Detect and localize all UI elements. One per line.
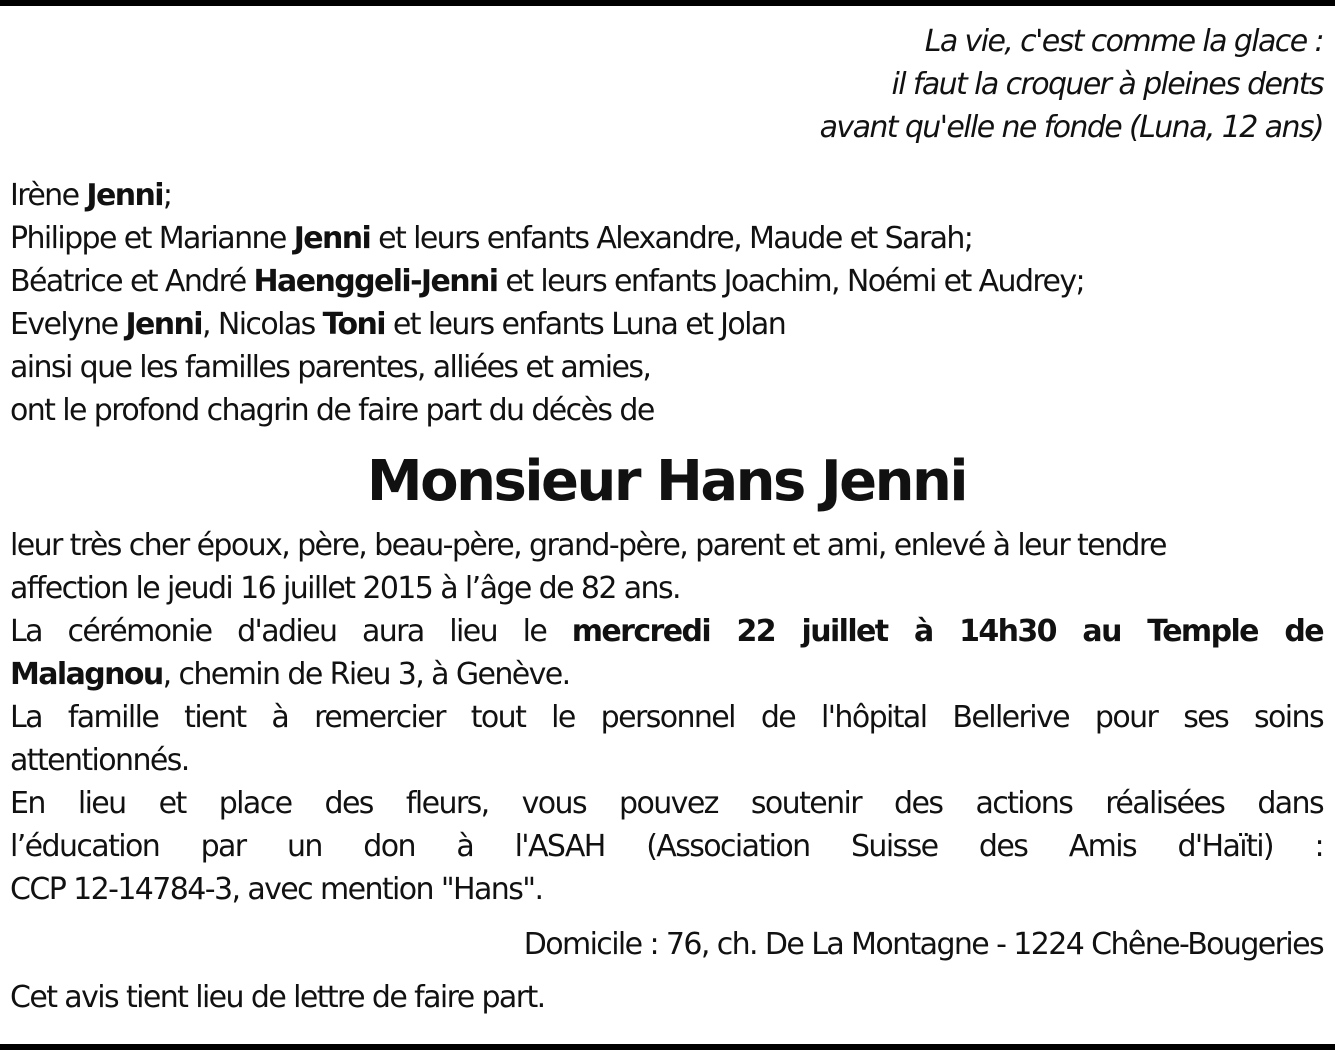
notice-body [10,524,1323,911]
text: Irène [10,178,87,213]
text: , Nicolas [201,307,323,342]
surname: Jenni [293,221,371,256]
body-line: affection le jeudi 16 juillet 2015 à l’âge de 82 ans. [10,571,680,606]
body-line: La famille tient à remercier tout le personnel de l'hôpital Bellerive pour ses soins [10,700,1323,735]
family-line [10,174,1323,217]
ceremony-location: Malagnou [10,657,163,692]
surname: Haenggeli-Jenni [253,264,498,299]
text: ; [162,178,172,213]
bottom-rule [0,1044,1335,1050]
quote-line: il faut la croquer à pleines dents [891,67,1323,102]
quote-line: avant qu'elle ne fonde (Luna, 12 ans) [819,110,1323,145]
quote-line: La vie, c'est comme la glace : [924,24,1323,59]
family-line: ainsi que les familles parentes, alliées et amies, [10,350,651,385]
ceremony-details: mercredi 22 juillet à 14h30 au Temple de [571,614,1323,649]
text: et leurs enfants Luna et Jolan [384,307,786,342]
body-line: l’éducation par un don à l'ASAH (Association Suisse des Amis d'Haïti) : [10,829,1323,864]
surname: Jenni [125,307,202,342]
family-line: ont le profond chagrin de faire part du décès de [10,393,654,428]
closing-note: Cet avis tient lieu de lettre de faire part. [10,980,545,1015]
deceased-name: Monsieur Hans Jenni [366,449,967,514]
body-line: CCP 12-14784-3, avec mention "Hans". [10,872,543,907]
ceremony-line [10,653,1323,696]
family-line [10,260,1323,303]
body-line: attentionnés. [10,743,189,778]
text: et leurs enfants Joachim, Noémi et Audrey; [497,264,1084,299]
text: Evelyne [10,307,126,342]
domicile-address: Domicile : 76, ch. De La Montagne - 1224 Chêne-Bougeries [523,927,1323,962]
surname: Toni [322,307,385,342]
ceremony-line [10,610,1323,653]
top-rule [0,0,1335,6]
family-line [10,303,1323,346]
text: La cérémonie d'adieu aura lieu le [10,614,572,649]
text: Béatrice et André [10,264,254,299]
text: et leurs enfants Alexandre, Maude et Sarah; [370,221,973,256]
family-list [10,174,1323,432]
body-line: En lieu et place des fleurs, vous pouvez soutenir des actions réalisées dans [10,786,1323,821]
text: , chemin de Rieu 3, à Genève. [162,657,570,692]
text: Philippe et Marianne [10,221,294,256]
surname: Jenni [86,178,163,213]
body-line: leur très cher époux, père, beau-père, grand-père, parent et ami, enlevé à leur tendre [10,528,1166,563]
obituary-notice [10,20,1323,1019]
family-line [10,217,1323,260]
epigraph-quote [10,20,1323,149]
